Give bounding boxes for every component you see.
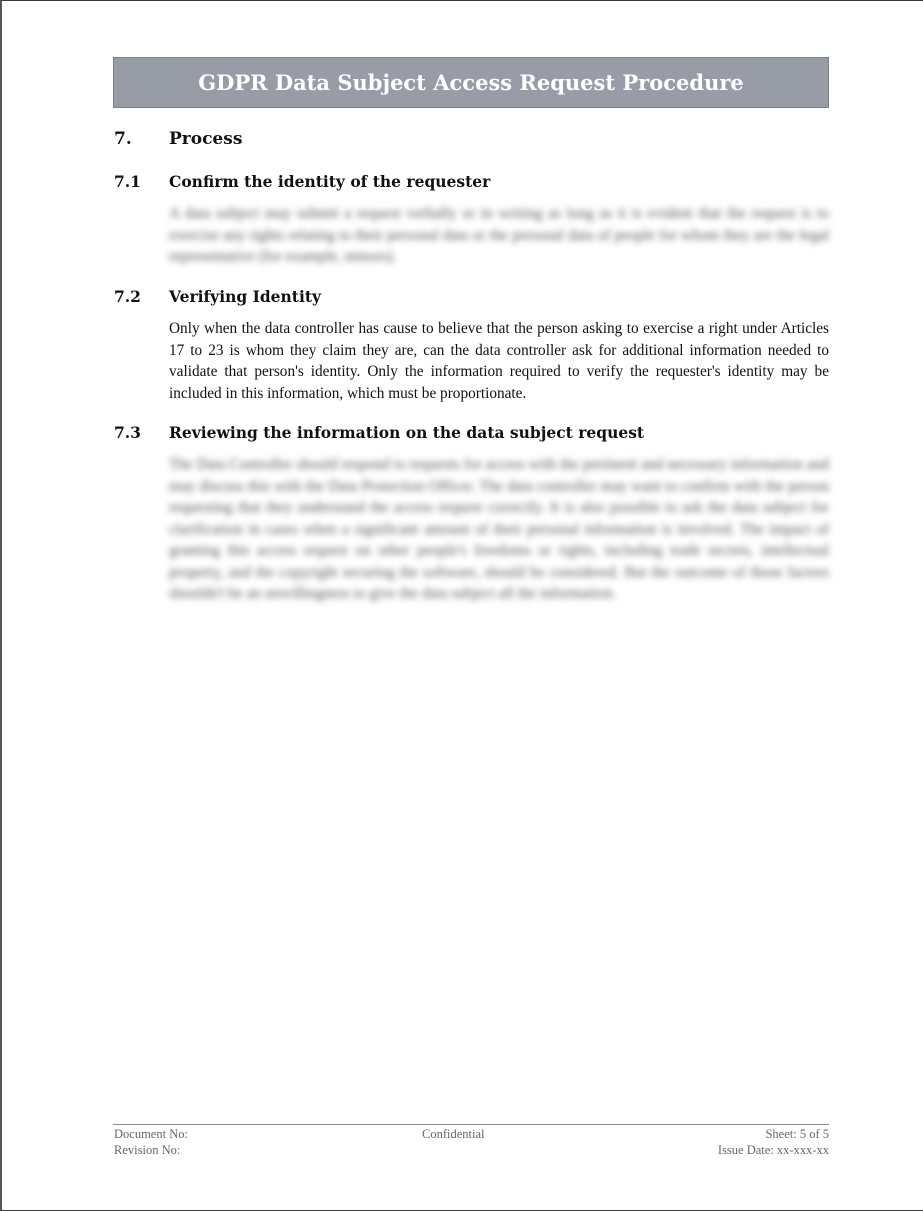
section-number: 7. <box>114 129 132 149</box>
footer-divider <box>113 1124 829 1125</box>
subsection-number: 7.3 <box>114 423 141 442</box>
document-title: GDPR Data Subject Access Request Procedure <box>198 70 744 95</box>
revision-number-label: Revision No: <box>114 1143 181 1157</box>
subsection-number: 7.2 <box>114 287 141 306</box>
document-title-banner <box>113 57 829 108</box>
section-title: Process <box>169 129 243 149</box>
classification-label: Confidential <box>422 1127 485 1141</box>
document-number-label: Document No: <box>114 1127 188 1141</box>
subsection-body-7-1: A data subject may submit a request verbally or in writing as long as it is evident that the request is to exercise any rights relating to their personal data or the personal data of people for whom they are the legal representative (for example, minors). <box>169 205 829 265</box>
sheet-number: Sheet: 5 of 5 <box>765 1127 829 1141</box>
subsection-number: 7.1 <box>114 172 141 191</box>
subsection-title: Verifying Identity <box>169 287 322 306</box>
subsection-body-7-2: Only when the data controller has cause to believe that the person asking to exercise a right under Articles 17 to 23 is whom they claim they are, can the data controller ask for additional information needed to validate that person's identity. Only the information required to verify the requester's identity may be included in this information, which must be proportionate. <box>169 320 829 402</box>
subsection-body-7-3: The Data Controller should respond to requests for access with the pertinent and necessary information and may discuss this with the Data Protection Officer. The data controller may want to confirm with the person requesting that they understand the access request correctly. It is also possible to ask the data subject for clarification in cases when a significant amount of their personal information is involved. The impact of granting this access request on other people's freedoms or rights, including trade secrets, intellectual property, and the copyright securing the software, should be considered. But the outcome of those factors shouldn't be an unwillingness to give the data subject all the information. <box>169 456 829 602</box>
issue-date: Issue Date: xx-xxx-xx <box>717 1143 829 1157</box>
subsection-title: Reviewing the information on the data subject request <box>169 423 645 442</box>
subsection-title: Confirm the identity of the requester <box>169 172 491 191</box>
